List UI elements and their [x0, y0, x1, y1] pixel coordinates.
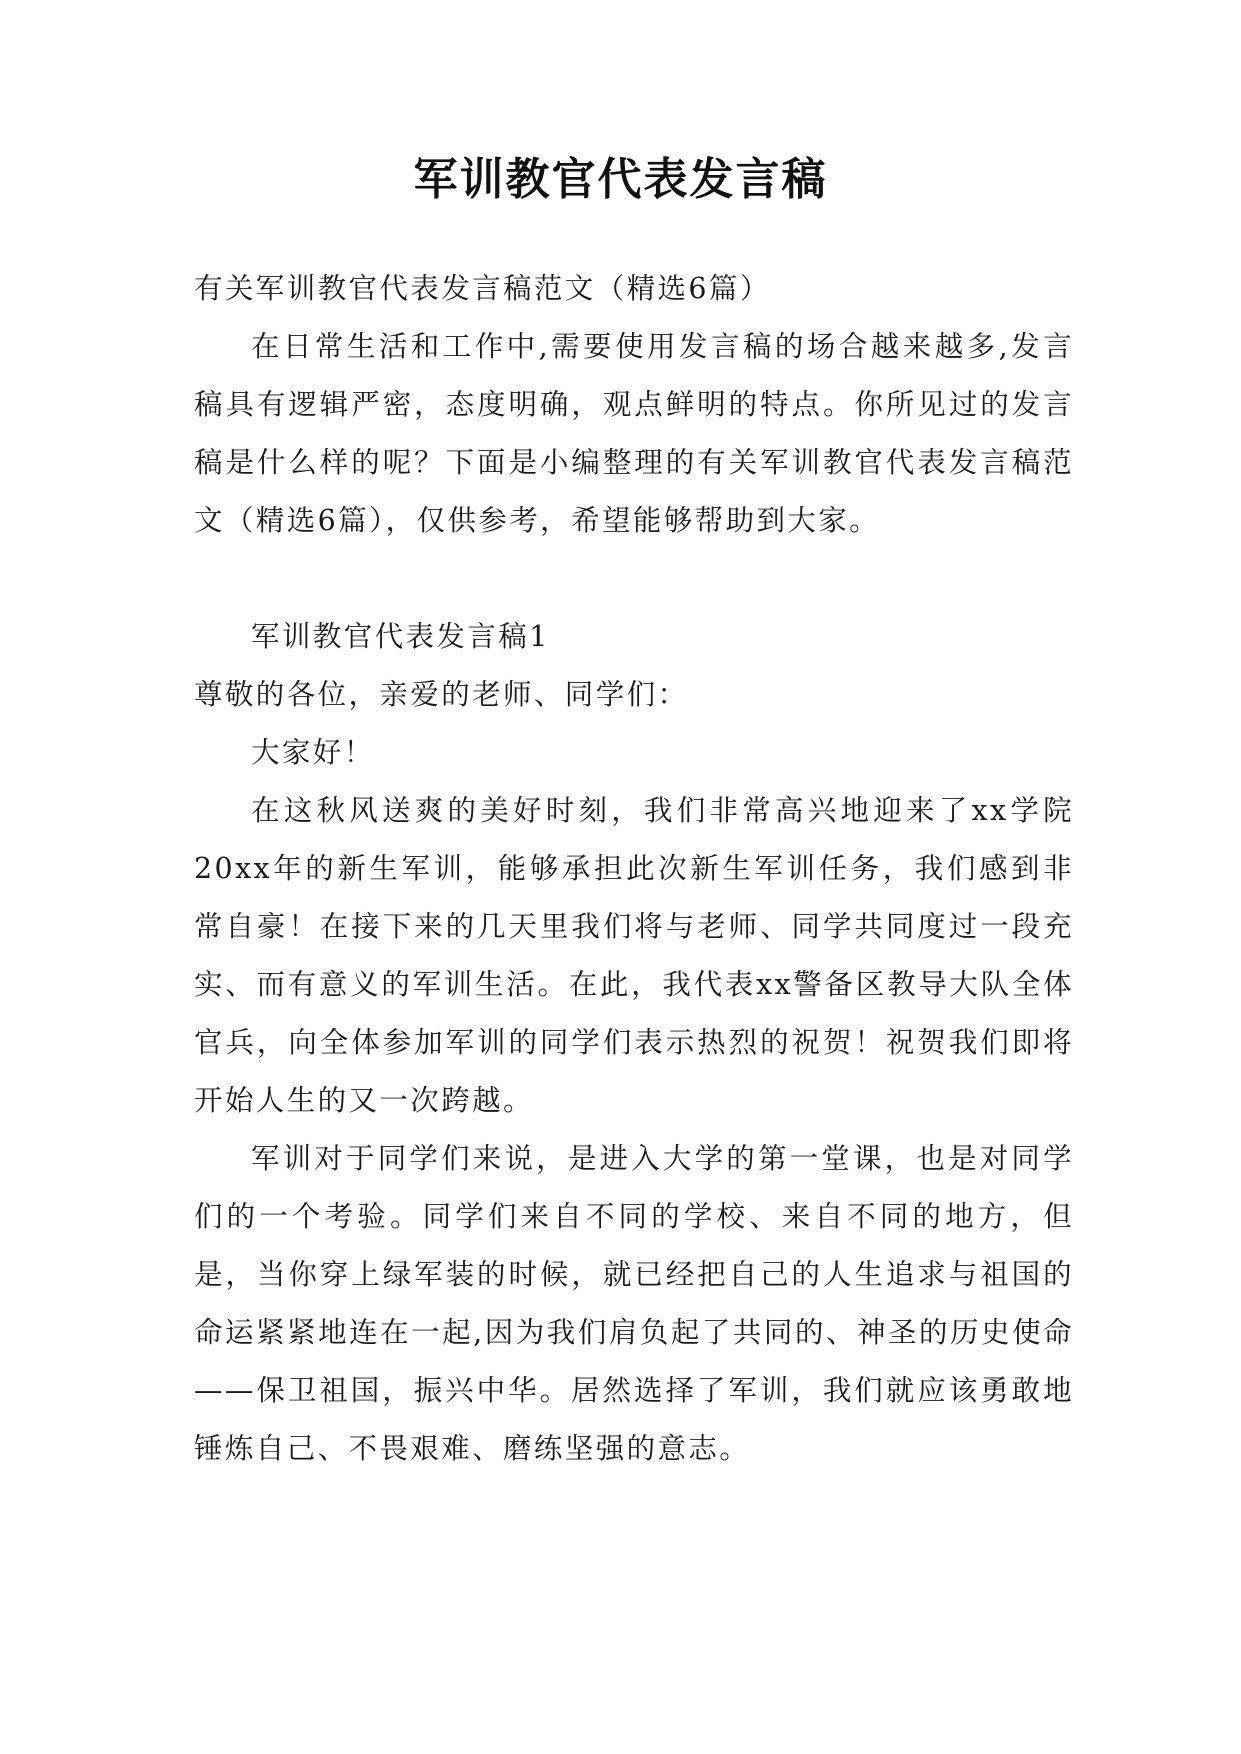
section-spacer	[194, 550, 1074, 608]
greeting: 大家好！	[251, 736, 375, 769]
document-title: 军训教官代表发言稿	[413, 154, 828, 205]
intro-paragraph: 在日常生活和工作中,需要使用发言稿的场合越来越多,发言稿具有逻辑严密，态度明确，观点鲜明的特点。你所见过的发言稿是什么样的呢？下面是小编整理的有关军训教官代表发言稿范文（精选6篇），仅供参考，希望能够帮助到大家。	[194, 330, 1074, 537]
section-heading: 军训教官代表发言稿1	[251, 620, 550, 653]
salutation: 尊敬的各位，亲爱的老师、同学们：	[194, 678, 689, 711]
document-subtitle: 有关军训教官代表发言稿范文（精选6篇）	[194, 272, 771, 305]
body-paragraph-1: 在这秋风送爽的美好时刻，我们非常高兴地迎来了xx学院20xx年的新生军训，能够承担此次新生军训任务，我们感到非常自豪！在接下来的几天里我们将与老师、同学共同度过一段充实、而有意义的军训生活。在此，我代表xx警备区教导大队全体官兵，向全体参加军训的同学们表示热烈的祝贺！祝贺我们即将开始人生的又一次跨越。	[194, 794, 1074, 1117]
document-body	[194, 260, 1074, 1478]
body-paragraph-2: 军训对于同学们来说，是进入大学的第一堂课，也是对同学们的一个考验。同学们来自不同的学校、来自不同的地方，但是，当你穿上绿军装的时候，就已经把自己的人生追求与祖国的命运紧紧地连在一起,因为我们肩负起了共同的、神圣的历史使命——保卫祖国，振兴中华。居然选择了军训，我们就应该勇敢地锤炼自己、不畏艰难、磨练坚强的意志。	[194, 1142, 1074, 1465]
